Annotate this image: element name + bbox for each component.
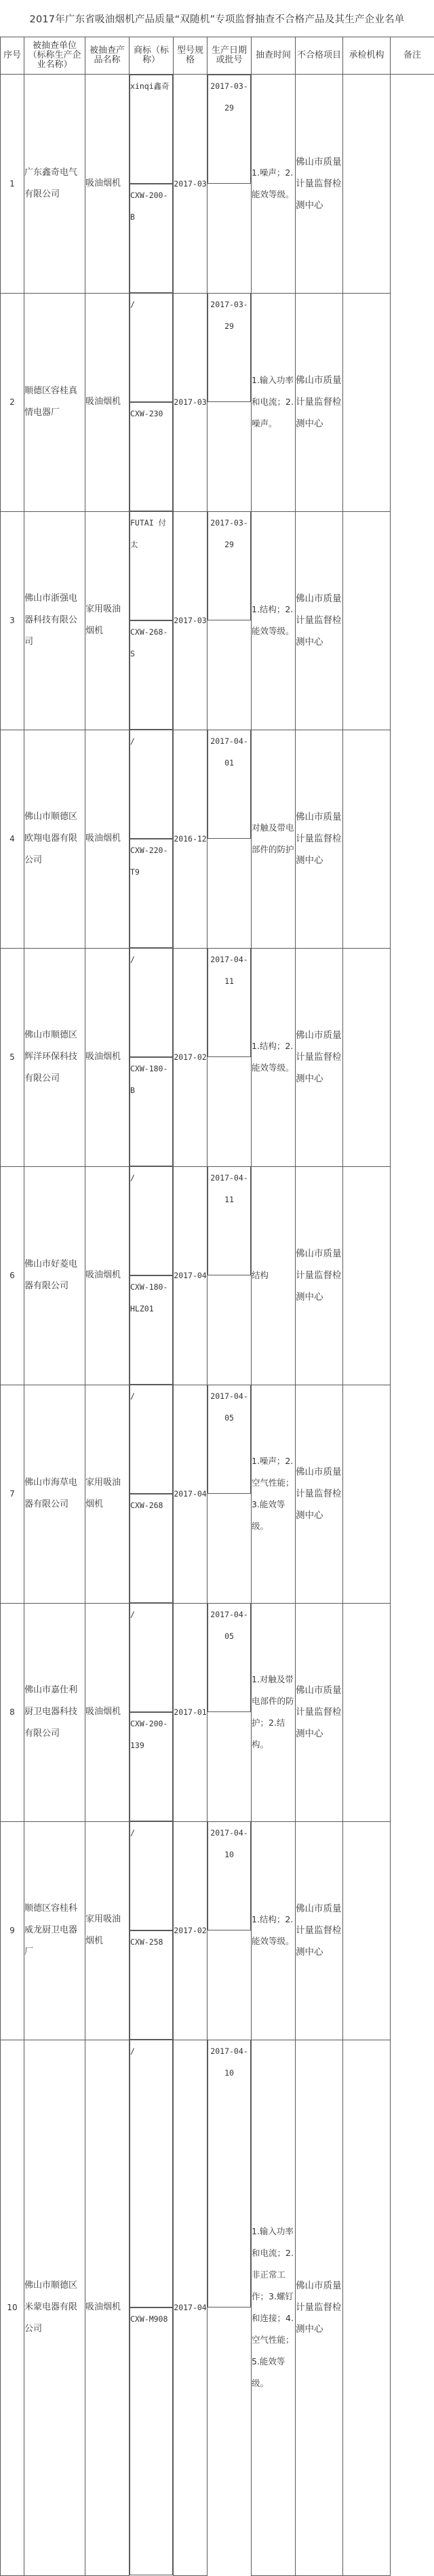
row-failed-items: 1.结构；2.能效等级。 <box>252 948 296 1166</box>
row-product: 吸油烟机 <box>85 75 130 294</box>
row-remark <box>343 1603 391 1821</box>
row-product: 家用吸油烟机 <box>85 1821 130 2040</box>
row-failed-items: 结构 <box>252 1166 296 1385</box>
table-row <box>1 293 434 511</box>
row-company: 佛山市嘉仕利厨卫电器科技有限公司 <box>24 1603 85 1821</box>
table-row <box>1 511 434 730</box>
row-index: 9 <box>1 1821 24 2040</box>
row-batch: 2016-12 <box>174 730 208 948</box>
row-sampled: 2017-04-05 <box>208 1385 251 1494</box>
table-row <box>1 2040 434 2575</box>
row-remark <box>343 293 391 511</box>
row-company: 佛山市海草电器有限公司 <box>24 1385 85 1603</box>
row-batch: 2017-03 <box>174 511 208 730</box>
row-batch: 2017-04 <box>174 1166 208 1385</box>
row-model: CXW-230 <box>130 402 173 511</box>
row-remark <box>343 730 391 948</box>
row-batch: 2017-02 <box>174 948 208 1166</box>
row-batch: 2017-04 <box>174 2040 208 2575</box>
table-row <box>1 1385 434 1603</box>
row-failed-items: 1.结构；2.能效等级。 <box>252 1821 296 2040</box>
table-row <box>1 948 434 1166</box>
header-batch: 生产日期或批号 <box>208 37 252 75</box>
row-sampled: 2017-04-10 <box>208 2040 251 2307</box>
row-sampled: 2017-04-01 <box>208 730 251 839</box>
row-inspector: 佛山市质量计量监督检测中心 <box>296 730 343 948</box>
row-company: 顺德区容桂真情电器厂 <box>24 293 85 511</box>
row-product: 吸油烟机 <box>85 948 130 1166</box>
row-sampled: 2017-04-05 <box>208 1603 251 1712</box>
row-failed-items: 1.输入功率和电流；2.噪声。 <box>252 293 296 511</box>
row-brand: / <box>130 293 173 402</box>
row-inspector: 佛山市质量计量监督检测中心 <box>296 1603 343 1821</box>
header-inspector: 承检机构 <box>343 37 391 75</box>
row-inspector: 佛山市质量计量监督检测中心 <box>296 293 343 511</box>
row-index: 8 <box>1 1603 24 1821</box>
row-company: 佛山市顺德区欧翔电器有限公司 <box>24 730 85 948</box>
row-failed-items: 1.对触及带电部件的防护；2.结构。 <box>252 1603 296 1821</box>
document-title: 2017年广东省吸油烟机产品质量“双随机”专项监督抽查不合格产品及其生产企业名单 <box>0 0 434 37</box>
row-sampled: 2017-04-10 <box>208 1821 251 1930</box>
row-company: 佛山市浙强电器科技有限公司 <box>24 511 85 730</box>
row-inspector: 佛山市质量计量监督检测中心 <box>296 1385 343 1603</box>
row-company: 佛山市好菱电器有限公司 <box>24 1166 85 1385</box>
row-company: 广东鑫奇电气有限公司 <box>24 75 85 294</box>
row-product: 家用吸油烟机 <box>85 1385 130 1603</box>
row-index: 1 <box>1 75 24 294</box>
row-model: CXW-220-T9 <box>130 839 173 948</box>
row-index: 2 <box>1 293 24 511</box>
header-model: 型号规格 <box>174 37 208 75</box>
row-product: 吸油烟机 <box>85 1166 130 1385</box>
row-remark <box>343 511 391 730</box>
row-batch: 2017-04 <box>174 1385 208 1603</box>
row-failed-items: 1.结构；2.能效等级。 <box>252 511 296 730</box>
row-index: 5 <box>1 948 24 1166</box>
row-product: 家用吸油烟机 <box>85 511 130 730</box>
row-index: 3 <box>1 511 24 730</box>
row-brand: xinqi鑫奇 <box>130 75 173 184</box>
row-product: 吸油烟机 <box>85 293 130 511</box>
header-remark: 备注 <box>391 37 434 75</box>
row-inspector: 佛山市质量计量监督检测中心 <box>296 75 343 294</box>
row-product: 吸油烟机 <box>85 2040 130 2575</box>
row-inspector: 佛山市质量计量监督检测中心 <box>296 2040 343 2575</box>
row-index: 10 <box>1 2040 24 2575</box>
row-inspector: 佛山市质量计量监督检测中心 <box>296 511 343 730</box>
row-sampled: 2017-04-11 <box>208 948 251 1057</box>
header-product: 被抽查产品名称 <box>85 37 130 75</box>
row-index: 4 <box>1 730 24 948</box>
row-brand: / <box>130 1603 173 1712</box>
row-index: 7 <box>1 1385 24 1603</box>
header-failed: 不合格项目 <box>296 37 343 75</box>
row-model: CXW-200-139 <box>130 1712 173 1821</box>
row-model: CXW-M908 <box>130 2307 173 2575</box>
row-failed-items: 1.输入功率和电流；2.非正常工作；3.螺钉和连接；4.空气性能；5.能效等级。 <box>252 2040 296 2575</box>
row-index: 6 <box>1 1166 24 1385</box>
row-brand: / <box>130 730 173 839</box>
row-model: CXW-268-S <box>130 620 173 730</box>
row-sampled: 2017-03-29 <box>208 511 251 620</box>
row-model: CXW-180-B <box>130 1057 173 1166</box>
row-remark <box>343 1385 391 1603</box>
row-remark <box>343 1166 391 1385</box>
row-brand: FUTAI 付太 <box>130 511 173 620</box>
row-company: 佛山市顺德区辉洋环保科技有限公司 <box>24 948 85 1166</box>
row-brand: / <box>130 948 173 1057</box>
row-company: 佛山市顺德区米蒙电器有限公司 <box>24 2040 85 2575</box>
table-row <box>1 75 434 294</box>
row-brand: / <box>130 2040 173 2307</box>
row-product: 吸油烟机 <box>85 1603 130 1821</box>
row-batch: 2017-02 <box>174 1821 208 2040</box>
row-sampled: 2017-04-11 <box>208 1166 251 1275</box>
row-inspector: 佛山市质量计量监督检测中心 <box>296 1166 343 1385</box>
header-brand: 商标（标称） <box>130 37 174 75</box>
noncompliant-products-table <box>0 37 434 2576</box>
row-model: CXW-258 <box>130 1930 173 2040</box>
row-sampled: 2017-03-29 <box>208 293 251 402</box>
row-inspector: 佛山市质量计量监督检测中心 <box>296 1821 343 2040</box>
table-header-row <box>1 37 434 75</box>
row-model: CXW-268 <box>130 1494 173 1603</box>
row-remark <box>343 75 391 294</box>
row-batch: 2017-03 <box>174 293 208 511</box>
row-model: CXW-180-HLZ01 <box>130 1275 173 1385</box>
row-inspector: 佛山市质量计量监督检测中心 <box>296 948 343 1166</box>
header-sampled: 抽查时间 <box>252 37 296 75</box>
row-company: 顺德区容桂科威龙厨卫电器厂 <box>24 1821 85 2040</box>
row-failed-items: 1.噪声；2.空气性能；3.能效等级。 <box>252 1385 296 1603</box>
row-remark <box>343 1821 391 2040</box>
row-failed-items: 对触及带电部件的防护 <box>252 730 296 948</box>
row-brand: / <box>130 1385 173 1494</box>
row-model: CXW-200-B <box>130 184 173 293</box>
table-row <box>1 1166 434 1385</box>
header-index: 序号 <box>1 37 24 75</box>
row-sampled: 2017-03-29 <box>208 75 251 184</box>
header-company: 被抽查单位（标称生产企业名称） <box>24 37 85 75</box>
row-failed-items: 1.噪声；2.能效等级。 <box>252 75 296 294</box>
row-remark <box>343 2040 391 2575</box>
row-brand: / <box>130 1166 173 1275</box>
table-row <box>1 1821 434 2040</box>
row-batch: 2017-03 <box>174 75 208 294</box>
row-remark <box>343 948 391 1166</box>
table-row <box>1 1603 434 1821</box>
table-row <box>1 730 434 948</box>
row-brand: / <box>130 1821 173 1930</box>
row-product: 吸油烟机 <box>85 730 130 948</box>
row-batch: 2017-01 <box>174 1603 208 1821</box>
